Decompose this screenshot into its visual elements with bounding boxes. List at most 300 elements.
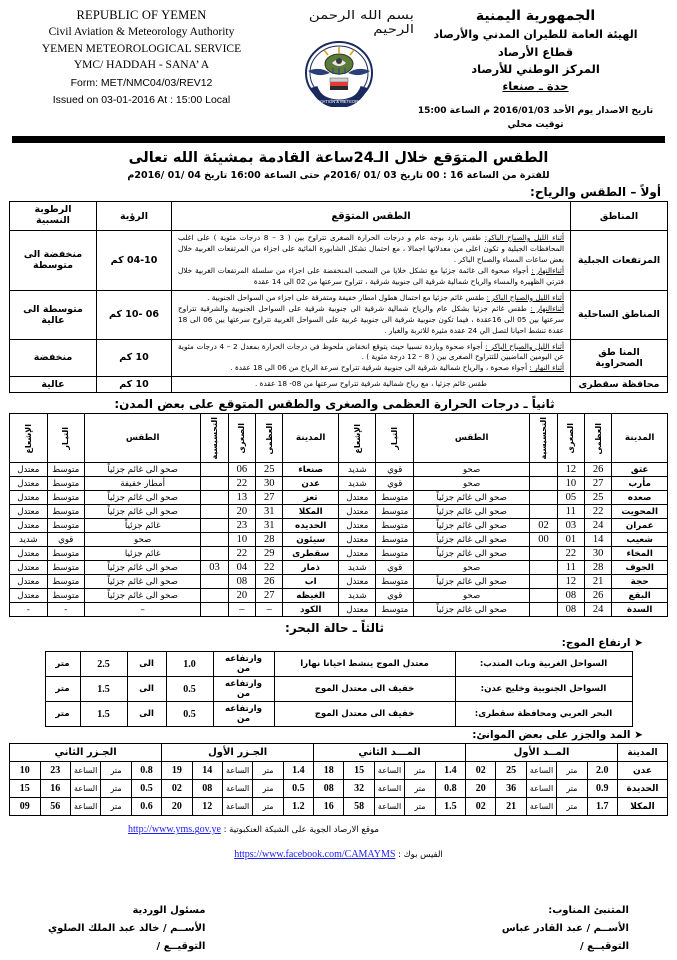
feels-temp-left [530, 575, 557, 589]
col-humidity-line1: الرطوبة [34, 204, 72, 216]
wind-left: متوسط [376, 505, 413, 519]
sector-name-ar: قطاع الأرصاد [497, 44, 574, 59]
col-wind-label: التيـار [390, 427, 400, 450]
signature-forecaster [502, 902, 629, 956]
tide-hour-label: الساعة [222, 762, 252, 780]
feels-temp-left [530, 491, 557, 505]
min-temp-right: 23 [228, 519, 255, 533]
civil-aviation-emblem-icon [302, 37, 376, 107]
day-label: أثناءالنهار : [530, 303, 564, 313]
table-row [10, 533, 668, 547]
day-label: أثناء النهار : [529, 363, 564, 373]
tide-high1-meters: 0.9 [587, 780, 617, 798]
bulletin-period: للفترة من الساعة 16 : 00 تاريخ 03 /01 /2016م حتى الساعة 16:00 تاريخ 04 /01 /2016م [127, 170, 550, 182]
humidity-line1: منخفضة الى [23, 249, 83, 261]
tide-low1-meters: 0.5 [283, 780, 313, 798]
region-name: محافظة سقطرى [571, 377, 668, 393]
col-group-high1: المــد الأول [466, 744, 618, 762]
region-forecast [172, 290, 571, 339]
sea-left: شديد [339, 561, 376, 575]
tide-low1-minutes: 08 [192, 780, 222, 798]
min-temp-right: 20 [228, 505, 255, 519]
city-name-right: الحديده [283, 519, 339, 533]
tide-low1-hours: 20 [162, 798, 192, 816]
tide-high2-hours: 18 [314, 762, 344, 780]
col-group-high2: المـــد الثاني [314, 744, 466, 762]
tide-high1-hours: 02 [466, 762, 496, 780]
wave-height-label: ارتفاع الموج: [561, 637, 631, 650]
wave-height-title [8, 637, 643, 649]
wind-right: متوسط [47, 505, 84, 519]
wind-left: متوسط [376, 491, 413, 505]
min-temp-left: 03 [557, 519, 584, 533]
col-group-low1: الجـزر الأول [162, 744, 314, 762]
tide-hour-label: الساعة [374, 762, 404, 780]
max-temp-right: – [256, 603, 283, 617]
max-temp-left: 30 [585, 547, 612, 561]
feels-temp-right [201, 575, 228, 589]
min-temp-left: 05 [557, 491, 584, 505]
sea-right: معتدل [10, 463, 48, 477]
max-temp-right: 30 [256, 477, 283, 491]
table-row [10, 780, 668, 798]
form-number: Form: MET/NMC04/03/REV12 [70, 77, 213, 90]
table-row [45, 677, 632, 702]
col-weather-right [413, 414, 529, 463]
col-weather-label: الطقس [454, 433, 489, 444]
region-forecast [172, 339, 571, 377]
max-temp-right: 22 [256, 561, 283, 575]
col-wind-label: التيـار [61, 427, 71, 450]
min-temp-right: 08 [228, 575, 255, 589]
sea-right: معتدل [10, 547, 48, 561]
max-temp-left: 28 [585, 561, 612, 575]
bulletin-title: الطقس المتوَقع خلال الـ24ساعة القادمة بمشيئة الله تعالى [128, 150, 549, 167]
humidity-line1: متوسطة الى [23, 303, 83, 315]
tide-low2-hours: 09 [10, 798, 41, 816]
region-forecast: طقس غائم جزئيا ، مع رياح شمالية شرقية تتراوح سرعتها من 08- 18 عقدة . [172, 377, 571, 393]
table-row [10, 231, 668, 291]
tides-table [9, 743, 668, 816]
table-header-row [10, 744, 668, 762]
col-city-label: المدينة [295, 433, 326, 444]
tides-title [8, 729, 643, 741]
feels-temp-right [201, 603, 228, 617]
city-temperature-table [9, 413, 668, 617]
tide-hour-label: الساعة [374, 780, 404, 798]
bullet-arrow-icon: ➤ [630, 637, 643, 650]
feels-temp-right [201, 519, 228, 533]
col-group-low2: الجـزر الثاني [10, 744, 162, 762]
day-text: أجواء صحوة ، والرياح شمالية شرقية الى جنوبية شرقية تتراوح سرعة الرياح من 06 الى 18 عقدة . [230, 363, 530, 373]
wave-height-table [45, 651, 633, 727]
min-temp-right: 20 [228, 589, 255, 603]
min-temp-right: 06 [228, 463, 255, 477]
max-temp-left: 14 [585, 533, 612, 547]
authority-name-en: Civil Aviation & Meteorology Authority [48, 26, 235, 39]
tide-hour-label: الساعة [70, 798, 100, 816]
max-temp-right: 29 [256, 547, 283, 561]
feels-temp-right [201, 463, 228, 477]
max-temp-left: 24 [585, 603, 612, 617]
wind-right: متوسط [47, 477, 84, 491]
night-label: أثناء الليل والصباح الباكر : [486, 292, 564, 302]
tide-low2-meters: 0.6 [131, 798, 161, 816]
weather-left: صحو [413, 477, 529, 491]
forecaster-sign-label: التوقيــع / [580, 941, 629, 953]
tide-hour-label: الساعة [70, 780, 100, 798]
wave-to-value: 1.5 [80, 702, 127, 727]
section-1-heading: أولاً – الطقس والرياح: [530, 185, 661, 200]
col-feels-left [201, 414, 228, 463]
max-temp-right: 26 [256, 575, 283, 589]
min-temp-left: 12 [557, 575, 584, 589]
col-max-label: العظمى [593, 422, 603, 455]
wind-left: قوي [376, 463, 413, 477]
city-name-right: الغيظه [283, 589, 339, 603]
footer-links [8, 824, 669, 860]
region-visibility: 06 -10 كم [97, 290, 172, 339]
wind-right: متوسط [47, 463, 84, 477]
min-temp-right: 10 [228, 533, 255, 547]
day-label: أثناءالنهار : [531, 265, 564, 275]
wave-to-value: 1.5 [80, 677, 127, 702]
feels-temp-left [530, 505, 557, 519]
weather-right: غائم جزئياً [84, 519, 200, 533]
office-location-ar: حدة ـ صنعاء [502, 79, 569, 93]
supervisor-name: خالد عبد الملك الصلوي [48, 923, 160, 935]
min-temp-left: 11 [557, 561, 584, 575]
supervisor-sign-label: التوقيــع / [156, 941, 206, 953]
feels-temp-left [530, 547, 557, 561]
col-min-label: الصغرى [566, 423, 576, 454]
header-divider [12, 136, 665, 143]
wind-left: قوي [376, 561, 413, 575]
website-link[interactable]: http://www.yms.gov.ye [128, 824, 221, 836]
tide-meter-label: متر [557, 780, 587, 798]
max-temp-left: 26 [585, 463, 612, 477]
weather-and-wind-table [9, 201, 668, 393]
tide-meter-label: متر [253, 762, 283, 780]
night-label: أثناء الليل والصباح الباكر : [485, 341, 564, 351]
col-sea-left [10, 414, 48, 463]
max-temp-right: 31 [256, 519, 283, 533]
table-row [10, 589, 668, 603]
wave-unit: متر [45, 652, 80, 677]
wave-state: خفيف الى معتدل الموج [274, 677, 455, 702]
weather-left: صحو الى غائم جزئياً [413, 575, 529, 589]
day-text: أجواء صحوة الى غائمة جزئيا مع تشكل خلايا من السحب المنخفضة على اجزاء من سلسلة المرتفعات الغربية خلال فترتي الظهيرة والمساء والرياح شمالية شرقية الى جنوبية شرقية ، تتراوح سرعتها من 02 الى 14 عقدة [178, 265, 564, 286]
tide-city: المكلا [618, 798, 668, 816]
city-name-left: الجوف [612, 561, 668, 575]
wind-right: متوسط [47, 561, 84, 575]
col-city-label: المدينة [627, 748, 658, 759]
col-wind-right [376, 414, 413, 463]
min-temp-right: 04 [228, 561, 255, 575]
wave-from-label: وارتفاعه من [213, 702, 274, 727]
feels-temp-left [530, 603, 557, 617]
max-temp-left: 21 [585, 575, 612, 589]
issued-on-ar: تاريخ الاصدار يوم الأحد 2016/01/03 م الساعة 15:00 توقيت محلي [417, 106, 654, 130]
day-text: طقس غائم جزئيا بشكل عام والرياح شمالية شرقية الى جنوبية شرقية على السواحل الجنوبية والشرقية تتراوح سرعتها بين 05 الى 16عقدة ، فيما تكون جنوبية شرقية الى جنوبية غربية على السواحل الغربية تتراوح سرعتها بين 06 الى 18 عقدة تنشط احيانا لتصل الي 24 عقدة مثيرة للاتربة والغبار . [178, 303, 564, 335]
weather-left: صحو الى غائم جزئياً [413, 519, 529, 533]
tide-high2-minutes: 58 [344, 798, 374, 816]
tide-high2-hours: 08 [314, 780, 344, 798]
weather-left: صحو [413, 463, 529, 477]
col-sea-right [339, 414, 376, 463]
table-row [45, 702, 632, 727]
min-temp-left: 22 [557, 547, 584, 561]
table-row [10, 603, 668, 617]
section-2-heading: ثانياً ـ درجات الحرارة العظمى والصغرى والطقس المتوقع على بعض المدن: [114, 397, 555, 412]
tide-low2-meters: 0.8 [131, 762, 161, 780]
col-humidity-line2: النسبية [36, 215, 70, 227]
wind-right: - [47, 603, 84, 617]
wave-area: البحر العربي ومحافظة سقطرى: [455, 702, 632, 727]
sea-right: - [10, 603, 48, 617]
table-row [10, 477, 668, 491]
table-header-row [10, 202, 668, 231]
tide-high2-meters: 0.8 [435, 780, 465, 798]
col-visibility: الرؤية [97, 202, 172, 231]
max-temp-left: 25 [585, 491, 612, 505]
wave-area: السواحل الجنوبية وخليج عدن: [455, 677, 632, 702]
city-rows-body [10, 463, 668, 617]
tide-hour-label: الساعة [222, 780, 252, 798]
min-temp-left: 11 [557, 505, 584, 519]
wind-right: متوسط [47, 547, 84, 561]
wind-left: متوسط [376, 575, 413, 589]
tide-city: الحديدة [618, 780, 668, 798]
min-temp-right: – [228, 603, 255, 617]
wave-area: السواحل الغربية وباب المندب: [455, 652, 632, 677]
min-temp-right: 22 [228, 547, 255, 561]
wave-unit: متر [45, 677, 80, 702]
wave-to-label: الى [127, 652, 166, 677]
weather-right: أمطار خفيفة [84, 477, 200, 491]
city-name-right: عدن [283, 477, 339, 491]
col-max-label: العظمى [264, 422, 274, 455]
sea-left: شديد [339, 589, 376, 603]
feels-temp-left [530, 561, 557, 575]
max-temp-left: 22 [585, 505, 612, 519]
city-name-left: عمران [612, 519, 668, 533]
min-temp-left: 12 [557, 463, 584, 477]
city-name-right: المكلا [283, 505, 339, 519]
sea-right: معتدل [10, 505, 48, 519]
tide-rows-body [10, 762, 668, 816]
feels-temp-left [530, 477, 557, 491]
col-feels-label: التحسيسية [210, 417, 220, 460]
wave-from-value: 1.0 [166, 652, 213, 677]
wind-left: متوسط [376, 533, 413, 547]
weather-left: صحو [413, 589, 529, 603]
city-name-right: اب [283, 575, 339, 589]
signature-block [8, 902, 669, 956]
region-name: المنا طق الصحراوية [571, 339, 668, 377]
table-header-row [10, 414, 668, 463]
wind-right: متوسط [47, 575, 84, 589]
table-row [10, 463, 668, 477]
tide-meter-label: متر [405, 762, 435, 780]
tide-hour-label: الساعة [526, 798, 556, 816]
table-row [10, 505, 668, 519]
country-name-en: REPUBLIC OF YEMEN [76, 8, 207, 22]
city-name-right: سيئون [283, 533, 339, 547]
tide-low1-minutes: 14 [192, 762, 222, 780]
region-visibility: 04-10 كم [97, 231, 172, 291]
wave-state: خفيف الى معتدل الموج [274, 702, 455, 727]
humidity-line2: عالية [41, 314, 65, 326]
col-max-right [585, 414, 612, 463]
tide-high2-meters: 1.4 [435, 762, 465, 780]
wave-state: معتدل الموج ينشط احيانا نهارا [274, 652, 455, 677]
tide-low1-hours: 02 [162, 780, 192, 798]
night-label: أثناء الليل والصباح الباكر: [484, 233, 565, 243]
country-name-ar: الجمهورية اليمنية [475, 8, 596, 24]
table-row [10, 377, 668, 393]
col-city-right [612, 414, 668, 463]
feels-temp-right [201, 477, 228, 491]
center-name-ar: المركز الوطني للأرصاد [471, 61, 600, 76]
tide-meter-label: متر [101, 798, 131, 816]
col-feels-label: التحسيسية [539, 417, 549, 460]
tide-low1-hours: 19 [162, 762, 192, 780]
region-visibility: 10 كم [97, 377, 172, 393]
night-text: أجواء صحوة وباردة نسبيا حيث يتوقع انخفاض ملحوظ في درجات الحرارة بمعدل 2 – 4 درجات مئوية عن اليومين الماضيين للتتراوح الصغرى بين ( 8 – 12 درجة مئوية ) . [178, 341, 564, 362]
sea-left: شديد [339, 463, 376, 477]
tide-low2-minutes: 23 [40, 762, 70, 780]
col-min-left [228, 414, 255, 463]
wave-from-label: وارتفاعه من [213, 677, 274, 702]
city-name-right: صنعاء [283, 463, 339, 477]
sea-right: معتدل [10, 561, 48, 575]
weather-right: صحو الى غائم جزئياً [84, 463, 200, 477]
header-logo-block [279, 6, 414, 107]
region-humidity: منخفضة [10, 339, 97, 377]
wave-from-label: وارتفاعه من [213, 652, 274, 677]
table-row [45, 652, 632, 677]
city-name-right: تعز [283, 491, 339, 505]
weather-left: صحو الى غائم جزئياً [413, 505, 529, 519]
tide-high1-hours: 20 [466, 780, 496, 798]
tide-meter-label: متر [557, 798, 587, 816]
city-name-left: عتق [612, 463, 668, 477]
tide-city: عدن [618, 762, 668, 780]
sea-right: معتدل [10, 575, 48, 589]
city-name-right: الكود [283, 603, 339, 617]
table-row [10, 491, 668, 505]
tide-low2-minutes: 56 [40, 798, 70, 816]
tide-high1-meters: 1.7 [587, 798, 617, 816]
supervisor-role: مسئول الوردية [132, 905, 206, 917]
col-humidity [10, 202, 97, 231]
facebook-label: الفيس بوك : [398, 850, 443, 861]
tide-hour-label: الساعة [526, 780, 556, 798]
city-name-left: مأرب [612, 477, 668, 491]
wind-right: متوسط [47, 589, 84, 603]
region-name: المناطق الساحلية [571, 290, 668, 339]
facebook-row [8, 849, 669, 860]
tide-low1-meters: 1.2 [283, 798, 313, 816]
authority-name-ar: الهيئة العامة للطيران المدني والأرصاد [433, 28, 638, 41]
weather-left: صحو الى غائم جزئياً [413, 603, 529, 617]
col-min-label: الصغرى [237, 423, 247, 454]
sea-left: شديد [339, 477, 376, 491]
city-name-left: المخاء [612, 547, 668, 561]
tide-hour-label: الساعة [222, 798, 252, 816]
feels-temp-right [201, 589, 228, 603]
wind-left: متوسط [376, 519, 413, 533]
max-temp-right: 31 [256, 505, 283, 519]
wave-to-value: 2.5 [80, 652, 127, 677]
table-row [10, 339, 668, 377]
feels-temp-right [201, 533, 228, 547]
table-row [10, 290, 668, 339]
issued-on-en: Issued on 03-01-2016 At : 15:00 Local [52, 94, 231, 107]
office-location-en: YMC/ HADDAH - SANA’ A [73, 59, 210, 72]
tide-high1-hours: 02 [466, 798, 496, 816]
feels-temp-right [201, 505, 228, 519]
feels-temp-left: 02 [530, 519, 557, 533]
header-english-block [14, 6, 269, 109]
tide-low1-minutes: 12 [192, 798, 222, 816]
weather-right: صحو الى غائم جزئياً [84, 575, 200, 589]
city-name-left: صعده [612, 491, 668, 505]
night-text: طقس بارد بوجه عام و درجات الحرارة الصغرى تتراوح بين ( 3 – 8 درجات مئوية ) على اغلب المحافظات الجبلية و تكون اعلى من معدلاتها اجمالا ، مع احتمال تشكل الشابورة المائية على اجزاء من المرتفعات الغربية خلال بعض ساعات المساء والصباح الباكر . [178, 233, 564, 264]
weather-right: صحو الى غائم جزئياً [84, 505, 200, 519]
col-weather-label: الطقس [125, 433, 160, 444]
sea-left: معتدل [339, 505, 376, 519]
max-temp-left: 24 [585, 519, 612, 533]
forecaster-name: عبد القادر عباس [501, 923, 583, 935]
col-forecast: الطقس المتوَقع [172, 202, 571, 231]
table-row [10, 798, 668, 816]
sea-right: معتدل [10, 491, 48, 505]
city-name-right: سقطرى [283, 547, 339, 561]
tide-low1-meters: 1.4 [283, 762, 313, 780]
tide-high1-meters: 2.0 [587, 762, 617, 780]
tide-meter-label: متر [405, 798, 435, 816]
col-city [618, 744, 668, 762]
min-temp-left: 01 [557, 533, 584, 547]
city-name-left: حجة [612, 575, 668, 589]
tide-meter-label: متر [253, 798, 283, 816]
weather-left: صحو الى غائم جزئياً [413, 547, 529, 561]
feels-temp-right [201, 547, 228, 561]
feels-temp-left: 00 [530, 533, 557, 547]
supervisor-name-label: الأســم / [162, 923, 206, 935]
feels-temp-right: 03 [201, 561, 228, 575]
region-humidity: عالية [10, 377, 97, 393]
tide-low2-minutes: 16 [40, 780, 70, 798]
facebook-link[interactable]: https://www.facebook.com/CAMAYMS [234, 849, 396, 861]
weather-right: صحو [84, 533, 200, 547]
wind-left: قوي [376, 589, 413, 603]
basmala-calligraphy: بسم الله الرحمن الرحيم [308, 8, 414, 36]
weather-left: صحو الى غائم جزئياً [413, 491, 529, 505]
tide-high2-hours: 16 [314, 798, 344, 816]
weather-left: صحو الى غائم جزئياً [413, 533, 529, 547]
col-weather-left [84, 414, 200, 463]
forecaster-role: المتنبئ المناوب: [548, 905, 629, 917]
wind-left: متوسط [376, 603, 413, 617]
tide-hour-label: الساعة [374, 798, 404, 816]
col-sea-label: الإشعاع [352, 423, 362, 454]
city-name-left: السدة [612, 603, 668, 617]
col-sea-label: الإشعاع [23, 423, 33, 454]
supervisor-name-row [48, 920, 205, 938]
